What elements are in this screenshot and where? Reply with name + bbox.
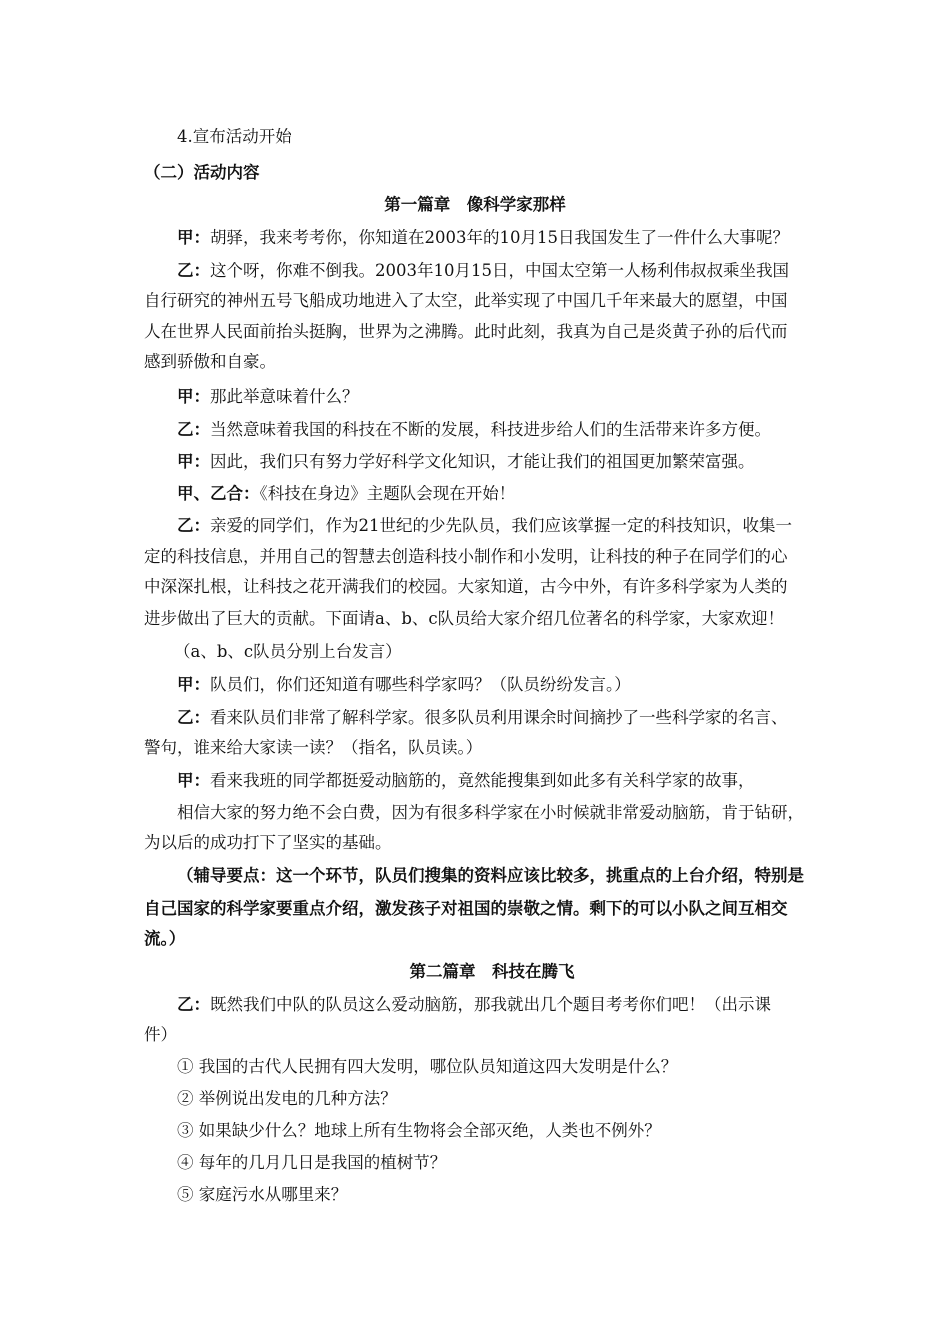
dialogue-line: 中深深扎根，让科技之花开满我们的校园。大家知道，古今中外，有许多科学家为人类的 (144, 577, 788, 596)
dialogue-line (177, 420, 827, 440)
speaker-label: 甲： (177, 452, 210, 471)
dialogue-line: 自行研究的神州五号飞船成功地进入了太空，此举实现了中国几千年来最大的愿望，中国 (144, 291, 788, 310)
line-text: 那此举意味着什么？ (210, 387, 359, 406)
line-text: 亲爱的同学们，作为21世纪的少先队员，我们应该掌握一定的科技知识，收集一 (210, 516, 792, 535)
line-text: 当然意味着我国的科技在不断的发展，科技进步给人们的生活带来许多方便。 (210, 420, 771, 439)
section-heading: （二）活动内容 (144, 163, 260, 182)
speaker-label: 乙： (177, 261, 210, 280)
line-text: 队员们，你们还知道有哪些科学家吗？（队员纷纷发言。） (210, 675, 631, 694)
question-item: ② 举例说出发电的几种方法？ (177, 1089, 397, 1108)
speaker-label: 甲： (177, 675, 210, 694)
dialogue-line (177, 995, 827, 1015)
dialogue-line: 件） (144, 1025, 177, 1044)
chapter-1-title: 第一篇章 像科学家那样 (384, 195, 566, 214)
dialogue-line: 进步做出了巨大的贡献。下面请a、b、c队员给大家介绍几位著名的科学家，大家欢迎！ (144, 609, 785, 628)
question-item: ③ 如果缺少什么？地球上所有生物将会全部灭绝，人类也不例外？ (177, 1121, 661, 1140)
dialogue-line (177, 771, 827, 791)
speaker-label: 甲： (177, 771, 210, 790)
stage-direction: （a、b、c队员分别上台发言） (174, 642, 402, 661)
speaker-label: 甲、乙合： (177, 484, 260, 503)
speaker-label: 乙： (177, 708, 210, 727)
question-item: ① 我国的古代人民拥有四大发明，哪位队员知道这四大发明是什么？ (177, 1057, 678, 1076)
line-text: 胡驿，我来考考你，你知道在2003年的10月15日我国发生了一件什么大事呢？ (210, 228, 789, 247)
chapter-2-title: 第二篇章 科技在腾飞 (409, 962, 575, 981)
dialogue-line (177, 261, 827, 281)
dialogue-line (177, 387, 827, 407)
line-text: 《科技在身边》主题队会现在开始！ (259, 484, 516, 503)
line-text: 这个呀，你难不倒我。2003年10月15日，中国太空第一人杨利伟叔叔乘坐我国 (210, 261, 789, 280)
speaker-label: 甲： (177, 228, 210, 247)
line-text: 既然我们中队的队员这么爱动脑筋，那我就出几个题目考考你们吧！（出示课 (210, 995, 771, 1014)
line-text: 看来我班的同学都挺爱动脑筋的，竟然能搜集到如此多有关科学家的故事， (210, 771, 755, 790)
dialogue-line: 人在世界人民面前抬头挺胸，世界为之沸腾。此时此刻，我真为自己是炎黄子孙的后代而 (144, 322, 788, 341)
dialogue-line: 为以后的成功打下了坚实的基础。 (144, 833, 392, 852)
dialogue-line (177, 708, 827, 728)
dialogue-line (177, 484, 827, 504)
dialogue-line (177, 228, 827, 248)
guidance-note-line: 自己国家的科学家要重点介绍，激发孩子对祖国的崇敬之情。剩下的可以小队之间互相交 (144, 899, 788, 918)
speaker-label: 乙： (177, 420, 210, 439)
question-item: ④ 每年的几月几日是我国的植树节？ (177, 1153, 447, 1172)
line-text: 因此，我们只有努力学好科学文化知识，才能让我们的祖国更加繁荣富强。 (210, 452, 755, 471)
step-4-text: 4.宣布活动开始 (177, 127, 292, 146)
speaker-label: 乙： (177, 995, 210, 1014)
dialogue-line (177, 452, 827, 472)
guidance-note-line: 流。） (144, 929, 186, 948)
guidance-note-line: （辅导要点：这一个环节，队员们搜集的资料应该比较多，挑重点的上台介绍，特别是 (177, 866, 804, 885)
dialogue-line (177, 516, 827, 536)
dialogue-line: 警句，谁来给大家读一读？（指名，队员读。） (144, 738, 483, 757)
speaker-label: 乙： (177, 516, 210, 535)
line-text: 看来队员们非常了解科学家。很多队员利用课余时间摘抄了一些科学家的名言、 (210, 708, 788, 727)
dialogue-line (177, 675, 827, 695)
speaker-label: 甲： (177, 387, 210, 406)
question-item: ⑤ 家庭污水从哪里来？ (177, 1185, 348, 1204)
dialogue-line: 定的科技信息，并用自己的智慧去创造科技小制作和小发明，让科技的种子在同学们的心 (144, 547, 788, 566)
dialogue-line: 感到骄傲和自豪。 (144, 352, 276, 371)
dialogue-line: 相信大家的努力绝不会白费，因为有很多科学家在小时候就非常爱动脑筋，肯于钻研， (177, 803, 804, 822)
